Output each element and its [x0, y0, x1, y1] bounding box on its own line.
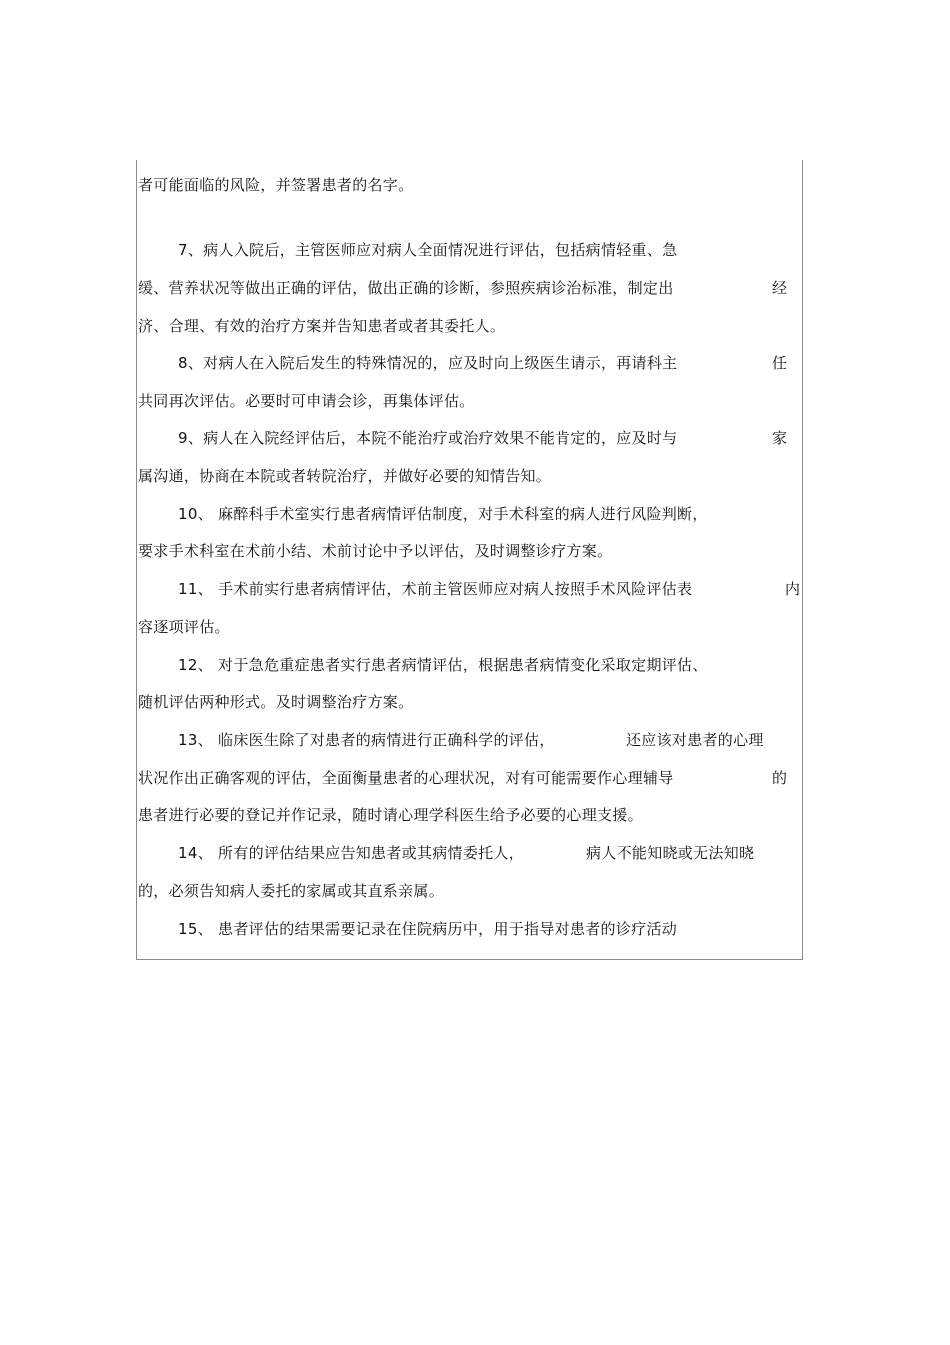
- text-line: 还应该对患者的心理: [626, 731, 764, 749]
- text-line: 12、 对于急危重症患者实行患者病情评估，根据患者病情变化采取定期评估、: [178, 656, 708, 674]
- text-line: 8、对病人在入院后发生的特殊情况的，应及时向上级医生请示，再请科主: [178, 354, 678, 372]
- text-line: 10、 麻醉科手术室实行患者病情评估制度，对手术科室的病人进行风险判断，: [178, 505, 708, 523]
- text-line: 的，必须告知病人委托的家属或其直系亲属。: [138, 882, 445, 900]
- text-line: 随机评估两种形式。及时调整治疗方案。: [138, 693, 414, 711]
- text-line-tail: 家: [772, 429, 788, 447]
- text-line: 9、病人在入院经评估后，本院不能治疗或治疗效果不能肯定的，应及时与: [178, 429, 678, 447]
- text-line: 济、合理、有效的治疗方案并告知患者或者其委托人。: [138, 317, 506, 335]
- text-line: 缓、营养状况等做出正确的评估，做出正确的诊断，参照疾病诊治标准，制定出: [138, 279, 674, 297]
- text-line: 要求手术科室在术前小结、术前讨论中予以评估，及时调整诊疗方案。: [138, 542, 613, 560]
- text-line: 患者进行必要的登记并作记录，随时请心理学科医生给予必要的心理支援。: [138, 806, 643, 824]
- text-line: 病人不能知晓或无法知晓: [586, 844, 755, 862]
- text-line-tail: 任: [772, 354, 788, 372]
- text-line-tail: 的: [772, 769, 788, 787]
- text-line: 容逐项评估。: [138, 618, 230, 636]
- text-line: 属沟通，协商在本院或者转院治疗，并做好必要的知情告知。: [138, 467, 552, 485]
- text-line: 状况作出正确客观的评估，全面衡量患者的心理状况，对有可能需要作心理辅导: [138, 769, 674, 787]
- text-line: 14、 所有的评估结果应告知患者或其病情委托人，: [178, 844, 525, 862]
- text-line: 15、 患者评估的结果需要记录在住院病历中，用于指导对患者的诊疗活动: [178, 920, 678, 938]
- text-line: 7、病人入院后，主管医师应对病人全面情况进行评估，包括病情轻重、急: [178, 241, 678, 259]
- text-line: 者可能面临的风险，并签署患者的名字。: [138, 176, 414, 194]
- text-line: 共同再次评估。必要时可申请会诊，再集体评估。: [138, 392, 475, 410]
- text-line: 13、 临床医生除了对患者的病情进行正确科学的评估，: [178, 731, 555, 749]
- text-line-tail: 内: [785, 580, 801, 598]
- text-line: 11、 手术前实行患者病情评估，术前主管医师应对病人按照手术风险评估表: [178, 580, 693, 598]
- text-line-tail: 经: [772, 279, 788, 297]
